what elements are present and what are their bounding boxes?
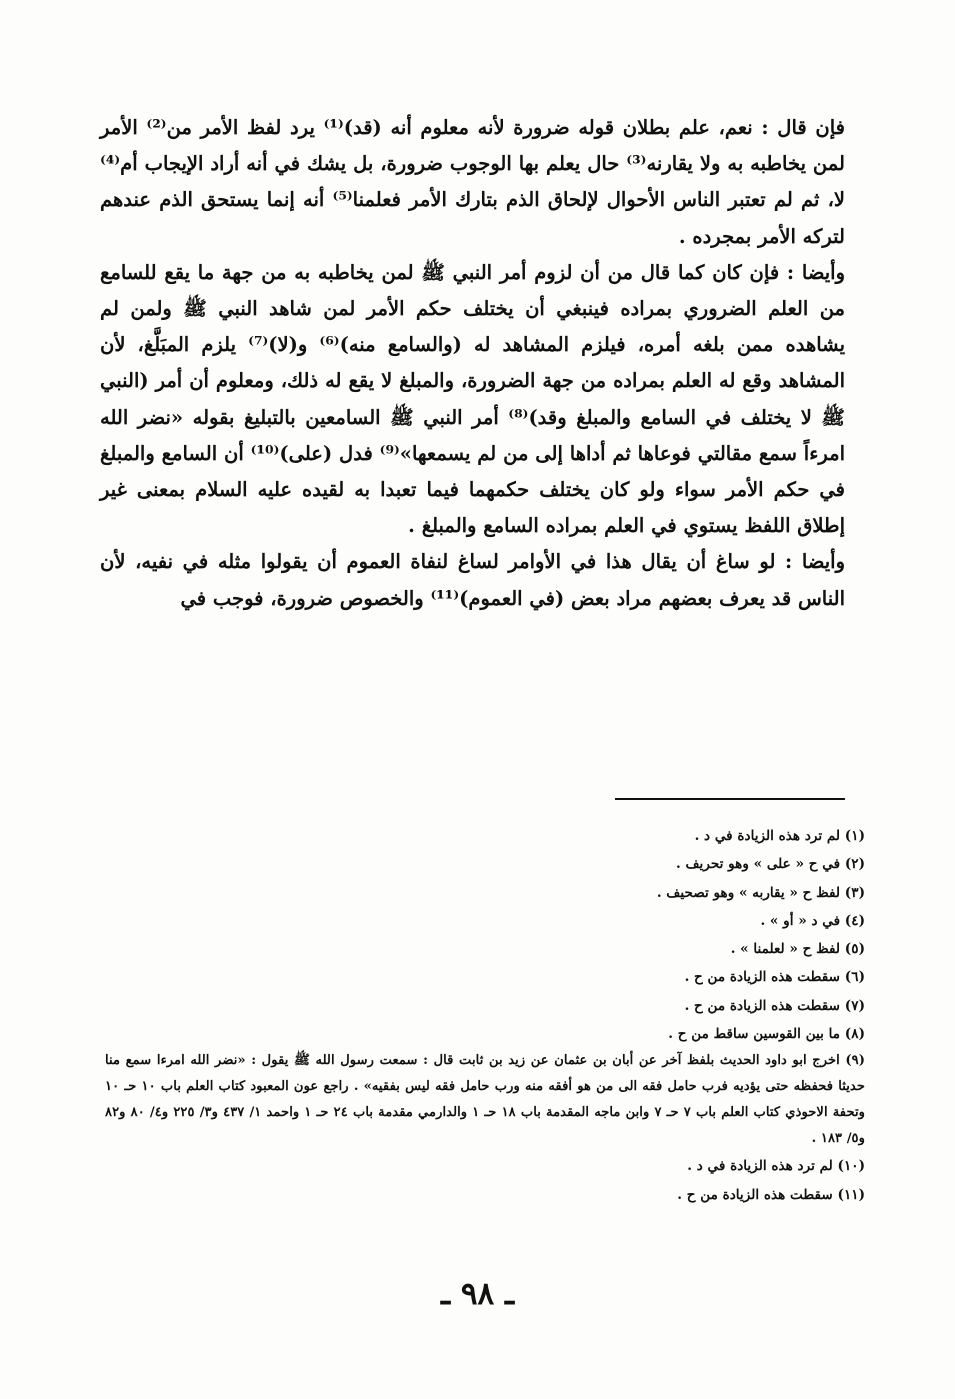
footnote-6: (٦) سقطت هذه الزيادة من ح . <box>684 969 865 986</box>
footnote-10: (١٠) لم ترد هذه الزيادة في د . <box>687 1158 865 1175</box>
footnote-7: (٧) سقطت هذه الزيادة من ح . <box>684 997 865 1014</box>
paragraph-1: فإن قال : نعم، علم بطلان قوله ضرورة لأنه معلوم أنه (قد)⁽¹⁾ يرد لفظ الأمر من⁽²⁾ الأمر لمن يخاطبه به ولا يقارنه⁽³⁾ حال يعلم بها الوجوب ضرورة، بل يشك في أنه أراد الإيجاب أم⁽⁴⁾ لا، ثم لم تعتبر الناس الأحوال لإلحاق الذم بتارك الأمر فعلمنا⁽⁵⁾ أنه إنما يستحق الذم عندهم لتركه الأمر بمجرده . <box>100 116 845 248</box>
footnote-separator <box>615 798 845 800</box>
footnote-11: (١١) سقطت هذه الزيادة من ح . <box>677 1186 865 1203</box>
footnotes <box>105 822 865 1209</box>
footnote-9: (٩) اخرج ابو داود الحديث بلفظ آخر عن أبان بن عثمان عن زيد بن ثابت قال : سمعت رسول الله ﷺ يقول : «نضر الله امرءا سمع منا حديثا فحفظه حتى يؤديه فرب حامل فقه الى من هو أفقه منه ورب حامل فقه ليس بفقيه» . راجع عون المعبود كتاب العلم باب ١٠ حـ ١٠ وتحفة الاحوذي كتاب العلم باب ٧ حـ ٧ وابن ماجه المقدمة باب ١٨ حـ ١ والدارمي مقدمة باب ٢٤ حـ ١ واحمد ١/ ٤٣٧ و٣/ ٢٢٥ و٤/ ٨٠ و٨٢ و٥/ ١٨٣ . <box>105 1053 866 1147</box>
footnote-5: (٥) لفظ ح « لعلمنا » . <box>730 941 865 958</box>
footnote-1: (١) لم ترد هذه الزيادة في د . <box>694 828 865 844</box>
paragraph-3: وأيضا : لو ساغ أن يقال هذا في الأوامر لساغ لنفاة العموم أن يقولوا مثله في نفيه، لأن الناس قد يعرف بعضهم مراد بعض (في العموم)⁽¹¹⁾ والخصوص ضرورة، فوجب في <box>100 550 845 610</box>
paragraph-2: وأيضا : فإن كان كما قال من أن لزوم أمر النبي ﷺ لمن يخاطبه به من جهة ما يقع للسامع من العلم الضروري بمراده فينبغي أن يختلف حكم الأمر لمن شاهد النبي ﷺ ولمن لم يشاهده ممن بلغه أمره، فيلزم المشاهد له (والسامع منه)⁽⁶⁾ و(لا)⁽⁷⁾ يلزم المبَلَّغ، لأن المشاهد وقع له العلم بمراده من جهة الضرورة، والمبلغ لا يقع له ذلك، ومعلوم أن أمر (النبي ﷺ لا يختلف في السامع والمبلغ وقد)⁽⁸⁾ أمر النبي ﷺ السامعين بالتبليغ بقوله «نضر الله امرءاً سمع مقالتي فوعاها ثم أداها إلى من لم يسمعها»⁽⁹⁾ فدل (على)⁽¹⁰⁾ أن السامع والمبلغ في حكم الأمر سواء ولو كان يختلف حكمهما فيما تعبدا به لقيده عليه السلام بمعنى غير إطلاق اللفظ يستوي في العلم بمراده السامع والمبلغ . <box>100 260 845 538</box>
page-number: ـ ٩٨ ـ <box>440 1276 515 1312</box>
footnote-4: (٤) في د « أو » . <box>760 912 865 929</box>
footnote-8: (٨) ما بين القوسين ساقط من ح . <box>668 1026 865 1043</box>
footnote-3: (٣) لفظ ح « يقاربه » وهو تصحيف . <box>656 884 865 901</box>
main-text <box>100 110 845 617</box>
footnote-2: (٢) في ح « على » وهو تحريف . <box>676 856 865 873</box>
